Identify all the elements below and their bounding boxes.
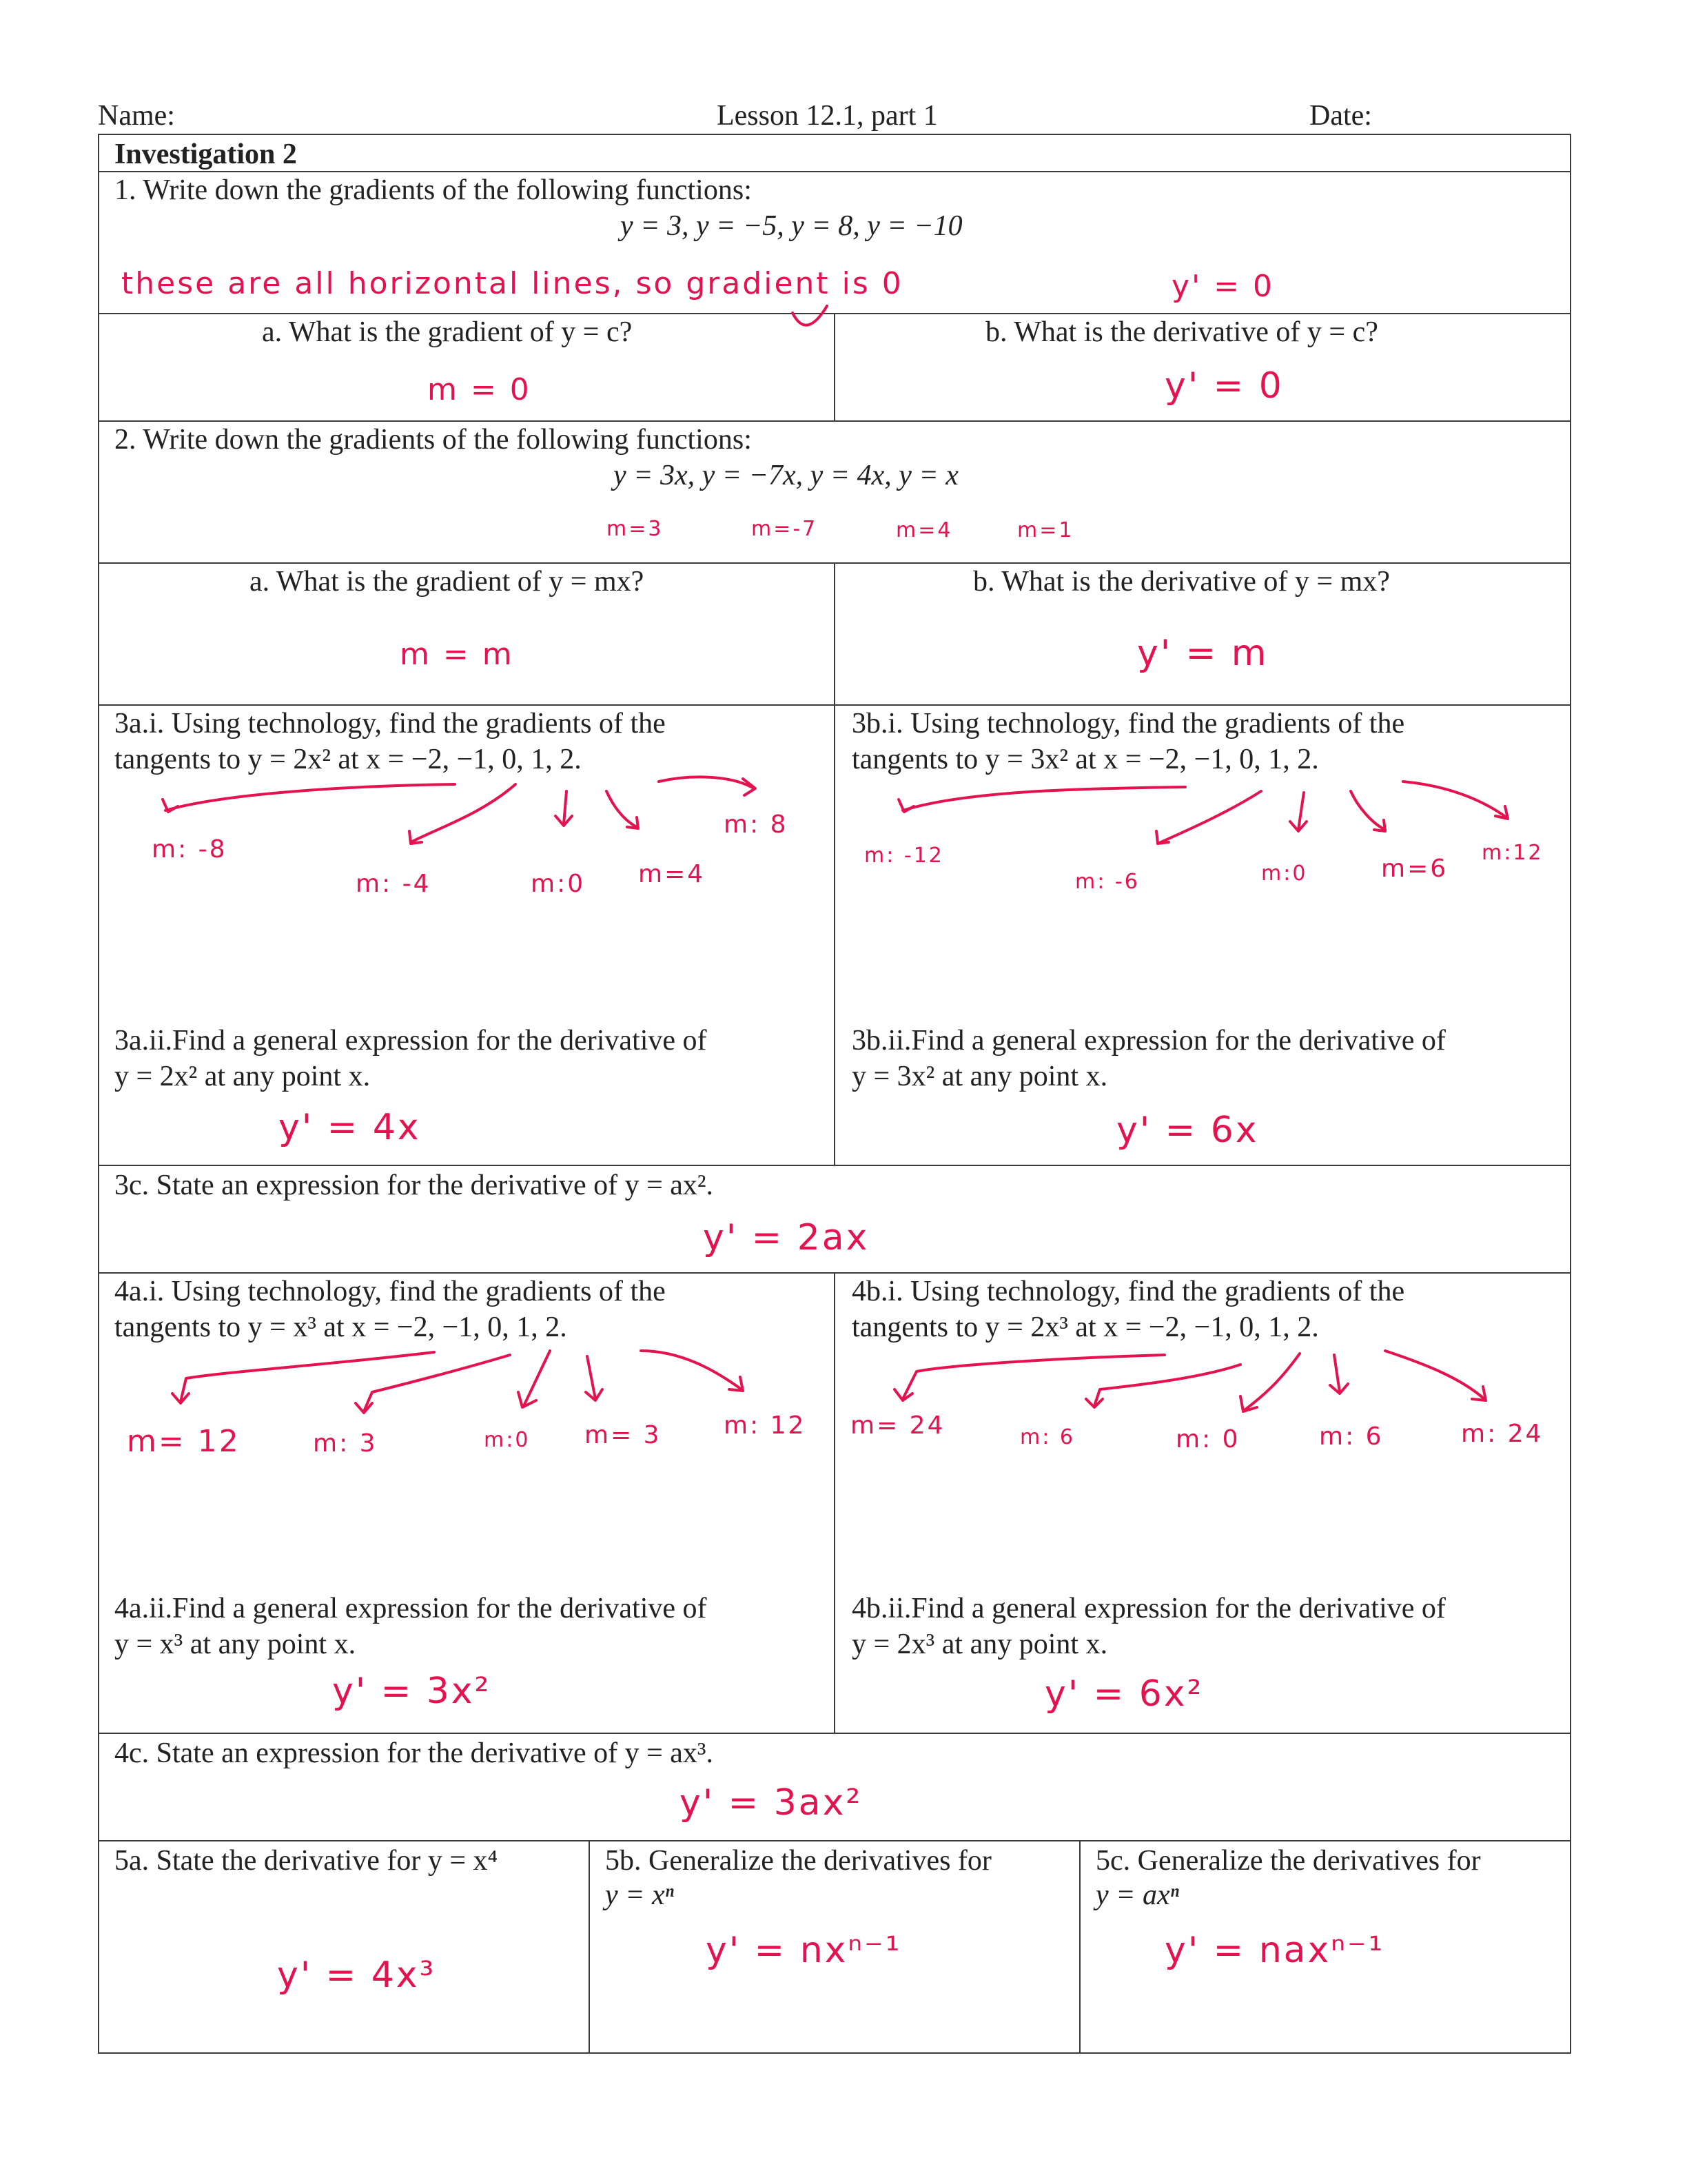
q3aii-prompt-line1: 3a.ii.Find a general expression for the derivative of xyxy=(114,1025,707,1057)
q2b-prompt: b. What is the derivative of y = mx? xyxy=(973,566,1390,598)
q3c-answer: y' = 2ax xyxy=(703,1217,870,1258)
q3b-arrow-1-head xyxy=(899,799,914,812)
q1b-answer: y' = 0 xyxy=(1165,365,1284,407)
q5a-answer: y' = 4x³ xyxy=(277,1955,436,1996)
q3aii-prompt-line2: y = 2x² at any point x. xyxy=(114,1061,371,1092)
q4a-arrow-5 xyxy=(641,1351,742,1389)
investigation-title: Investigation 2 xyxy=(114,139,297,170)
q3bi-answer-4: m=6 xyxy=(1381,855,1449,883)
q4a-arrow-1 xyxy=(181,1352,434,1402)
q2-answer-2: m=-7 xyxy=(751,517,818,541)
q4bi-answer-4: m: 6 xyxy=(1319,1422,1384,1451)
q1-underline-mark xyxy=(793,306,827,325)
q4bii-prompt-line2: y = 2x³ at any point x. xyxy=(852,1629,1108,1660)
q4aii-prompt-line1: 4a.ii.Find a general expression for the derivative of xyxy=(114,1593,707,1624)
q3ai-answer-2: m: -4 xyxy=(356,870,431,898)
q4b-arrow-5 xyxy=(1385,1351,1484,1399)
q3a-arrow-5 xyxy=(659,777,754,788)
q3ai-answer-4: m=4 xyxy=(638,860,706,888)
q4bi-answer-2: m: 6 xyxy=(1020,1425,1075,1449)
lesson-title: Lesson 12.1, part 1 xyxy=(717,100,938,132)
q3b-arrow-2 xyxy=(1158,791,1261,844)
q4c-prompt: 4c. State an expression for the derivative of y = ax³. xyxy=(114,1737,713,1769)
q4ai-answer-3: m:0 xyxy=(484,1428,531,1452)
q4ai-prompt-line2: tangents to y = x³ at x = −2, −1, 0, 1, 2. xyxy=(114,1312,567,1343)
q3bi-prompt-line1: 3b.i. Using technology, find the gradients of the xyxy=(852,708,1405,739)
q4b-arrow-1 xyxy=(903,1355,1165,1399)
q1-prompt: 1. Write down the gradients of the following functions: xyxy=(114,174,752,206)
q4ai-answer-4: m= 3 xyxy=(584,1421,662,1449)
q3a-arrow-4 xyxy=(606,791,637,827)
q1-handwritten-derivative: y' = 0 xyxy=(1172,269,1274,304)
q4bi-prompt-line1: 4b.i. Using technology, find the gradients of the xyxy=(852,1276,1405,1307)
q3bi-prompt-line2: tangents to y = 3x² at x = −2, −1, 0, 1, 2. xyxy=(852,744,1319,775)
q5c-answer: y' = naxⁿ⁻¹ xyxy=(1165,1930,1385,1971)
q2-functions: y = 3x, y = −7x, y = 4x, y = x xyxy=(613,460,959,491)
q3bii-answer: y' = 6x xyxy=(1116,1110,1259,1151)
q5a-prompt: 5a. State the derivative for y = x⁴ xyxy=(114,1845,498,1877)
q3bi-answer-1: m: -12 xyxy=(864,844,944,868)
q3aii-answer: y' = 4x xyxy=(278,1107,421,1148)
q4bi-prompt-line2: tangents to y = 2x³ at x = −2, −1, 0, 1, 2. xyxy=(852,1312,1319,1343)
q4ai-prompt-line1: 4a.i. Using technology, find the gradients of the xyxy=(114,1276,666,1307)
q3b-arrow-4 xyxy=(1351,791,1385,830)
q3bii-prompt-line1: 3b.ii.Find a general expression for the derivative of xyxy=(852,1025,1446,1057)
q3bi-answer-3: m:0 xyxy=(1261,861,1308,886)
q4bi-answer-3: m: 0 xyxy=(1176,1425,1240,1453)
q4c-answer: y' = 3ax² xyxy=(679,1782,863,1824)
q4bii-prompt-line1: 4b.ii.Find a general expression for the derivative of xyxy=(852,1593,1446,1624)
q1-handwritten-note: these are all horizontal lines, so gradient is 0 xyxy=(121,266,903,301)
q3bi-answer-2: m: -6 xyxy=(1075,870,1140,894)
q2a-answer: m = m xyxy=(400,637,514,672)
q4a-arrow-3 xyxy=(524,1351,550,1406)
q3c-prompt: 3c. State an expression for the derivative of y = ax². xyxy=(114,1170,713,1201)
q4bi-answer-5: m: 24 xyxy=(1461,1420,1544,1448)
q5c-prompt-line2: y = axⁿ xyxy=(1096,1879,1179,1911)
q4aii-prompt-line2: y = x³ at any point x. xyxy=(114,1629,356,1660)
q3b-arrow-2-head xyxy=(1156,831,1169,844)
date-label: Date: xyxy=(1309,100,1372,132)
q1a-prompt: a. What is the gradient of y = c? xyxy=(262,316,633,348)
q5b-prompt-line1: 5b. Generalize the derivatives for xyxy=(605,1845,992,1877)
q3b-arrow-5 xyxy=(1403,782,1506,817)
q3ai-answer-3: m:0 xyxy=(531,870,586,898)
q4a-arrow-2 xyxy=(364,1355,510,1411)
q3ai-answer-1: m: -8 xyxy=(152,835,227,864)
q2-answer-1: m=3 xyxy=(606,517,664,541)
q1a-answer: m = 0 xyxy=(427,372,531,407)
q4bii-answer: y' = 6x² xyxy=(1045,1673,1204,1715)
q3a-arrow-3 xyxy=(564,791,566,824)
q4b-arrow-3 xyxy=(1245,1354,1300,1410)
q4ai-answer-2: m: 3 xyxy=(313,1429,378,1458)
q4b-arrow-4 xyxy=(1334,1355,1340,1392)
q2-answer-3: m=4 xyxy=(896,518,953,542)
q2-prompt: 2. Write down the gradients of the following functions: xyxy=(114,424,752,456)
q3bii-prompt-line2: y = 3x² at any point x. xyxy=(852,1061,1108,1092)
q3a-arrow-2 xyxy=(411,784,515,842)
q2b-answer: y' = m xyxy=(1137,633,1269,674)
q5b-answer: y' = nxⁿ⁻¹ xyxy=(706,1930,902,1971)
q4aii-answer: y' = 3x² xyxy=(332,1671,491,1712)
name-label: Name: xyxy=(98,100,175,132)
q4ai-answer-5: m: 12 xyxy=(724,1411,806,1440)
q3ai-answer-5: m: 8 xyxy=(724,810,788,839)
q2a-prompt: a. What is the gradient of y = mx? xyxy=(249,566,644,598)
q4b-arrow-2 xyxy=(1094,1365,1240,1406)
q3a-arrow-1 xyxy=(165,784,455,810)
q3ai-prompt-line1: 3a.i. Using technology, find the gradients of the xyxy=(114,708,666,739)
q3bi-answer-5: m:12 xyxy=(1482,841,1544,865)
q5c-prompt-line1: 5c. Generalize the derivatives for xyxy=(1096,1845,1481,1877)
q4bi-answer-1: m= 24 xyxy=(850,1411,945,1440)
q4ai-answer-1: m= 12 xyxy=(127,1424,241,1459)
q3ai-prompt-line2: tangents to y = 2x² at x = −2, −1, 0, 1, 2. xyxy=(114,744,582,775)
q2-answer-4: m=1 xyxy=(1017,518,1074,542)
q3b-arrow-1 xyxy=(903,787,1185,810)
q1-functions: y = 3, y = −5, y = 8, y = −10 xyxy=(620,210,963,242)
q5b-prompt-line2: y = xⁿ xyxy=(605,1879,674,1911)
q1b-prompt: b. What is the derivative of y = c? xyxy=(985,316,1378,348)
